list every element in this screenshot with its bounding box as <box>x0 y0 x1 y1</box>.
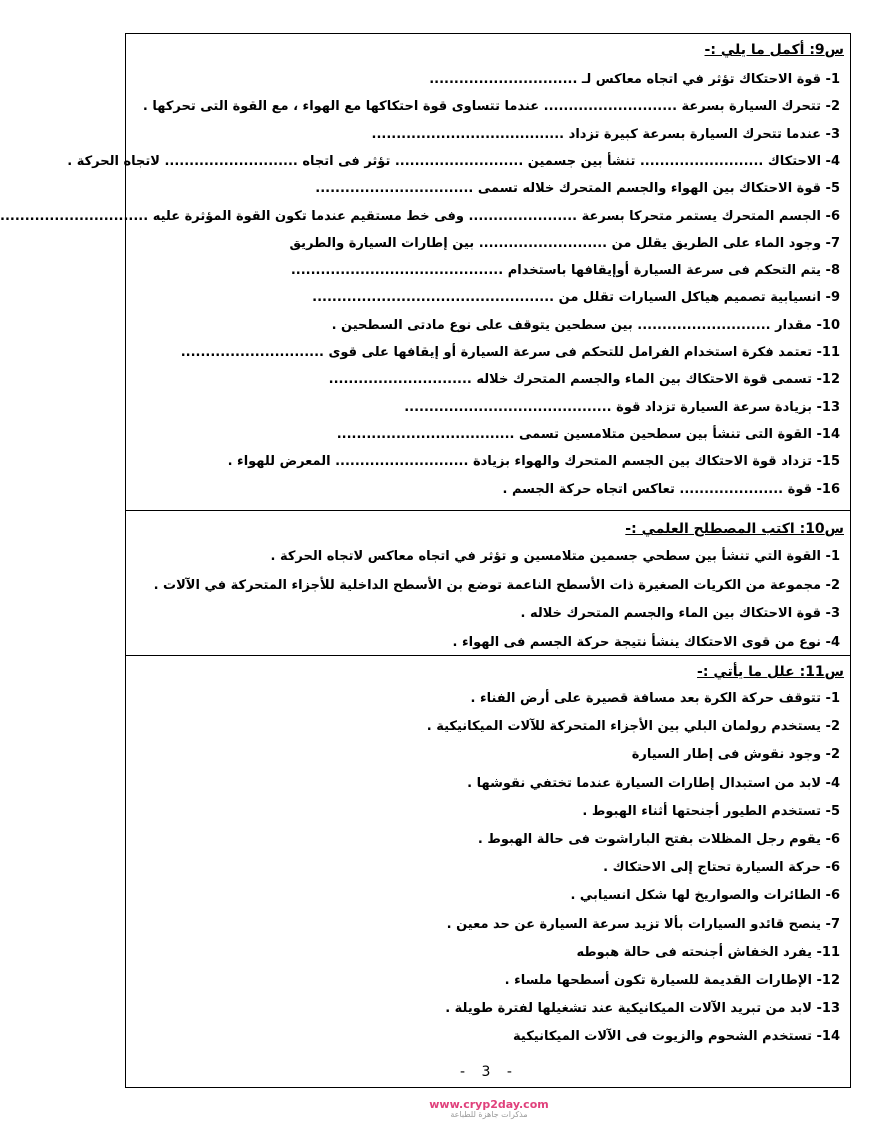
q11-title: س11: علل ما يأتي :- <box>697 664 844 680</box>
q9-item: 10- مقدار ........................... بين سطحين يتوقف على نوع مادتى السطحين . <box>331 317 840 333</box>
watermark-subtitle: مذكرات جاهزة للطباعة <box>450 1110 528 1119</box>
q10-item: 4- نوع من قوى الاحتكاك ينشأ نتيجة حركة الجسم فى الهواء . <box>452 634 840 650</box>
watermark-url: www.cryp2day.com <box>429 1098 549 1111</box>
q11-item: 11- يفرد الخفاش أجنحته فى حالة هبوطه <box>576 944 840 960</box>
divider-q9-q10 <box>126 510 850 511</box>
q11-item: 7- ينصح قائدو السيارات بألا تزيد سرعة السيارة عن حد معين . <box>446 916 840 932</box>
q11-item: 4- لابد من استبدال إطارات السيارة عندما تختفي نقوشها . <box>467 775 840 791</box>
q11-item: 6- يقوم رجل المظلات بفتح الباراشوت فى حالة الهبوط . <box>477 832 840 847</box>
q11-item: 2- يستخدم رولمان البلي بين الأجزاء المتحركة للآلات الميكانيكية . <box>426 719 840 735</box>
q10-item: 3- قوة الاحتكاك بين الماء والجسم المتحرك خلاله . <box>520 606 840 621</box>
q11-item: 5- تستخدم الطيور أجنحتها أثناء الهبوط . <box>582 803 840 819</box>
q9-item: 6- الجسم المتحرك يستمر متحركا بسرعة ...................... وفى خط مستقيم عندما تكون القوة المؤثرة عليه .............................. <box>0 208 840 224</box>
q11-item: 6- الطائرات والصواريخ لها شكل انسيابي . <box>570 888 840 904</box>
q9-item: 4- الاحتكاك ......................... تنشأ بين جسمين .......................... تؤثر فى اتجاه ........................... لاتجاه الحركة . <box>67 153 840 169</box>
q11-item: 2- وجود نقوش فى إطار السيارة <box>631 747 840 763</box>
q10-item: 2- مجموعة من الكريات الصغيرة ذات الأسطح الناعمة توضع بن الأسطح الداخلية للأجزاء المتحركة في الآلات . <box>153 577 840 593</box>
q9-item: 7- وجود الماء على الطريق يقلل من .......................... بين إطارات السيارة والطريق <box>289 235 840 251</box>
q9-item: 9- انسيابية تصميم هياكل السيارات تقلل من ................................................. <box>312 290 840 306</box>
q11-item: 12- الإطارات القديمة للسيارة تكون أسطحها ملساء . <box>504 973 840 988</box>
page-number: - 3 - <box>460 1064 518 1080</box>
q9-item: 12- تسمى قوة الاحتكاك بين الماء والجسم المتحرك خلاله ............................. <box>328 372 840 388</box>
q10-title: س10: اكتب المصطلح العلمي :- <box>625 521 844 537</box>
q9-item: 13- بزيادة سرعة السيارة تزداد قوة .......................................... <box>404 399 840 415</box>
q11-item: 1- تتوقف حركة الكرة بعد مسافة قصيرة على أرض الفناء . <box>470 691 840 706</box>
q11-item: 14- تستخدم الشحوم والزيوت فى الآلات الميكانيكية <box>513 1029 840 1045</box>
q9-item: 15- تزداد قوة الاحتكاك بين الجسم المتحرك والهواء بزيادة ........................... المعرض للهواء . <box>227 454 840 470</box>
q9-item: 11- تعتمد فكرة استخدام الفرامل للتحكم فى سرعة السيارة أو إيقافها على قوى ............................. <box>180 345 840 360</box>
q9-item: 3- عندما تتحرك السيارة بسرعة كبيرة تزداد ....................................... <box>371 126 840 142</box>
q9-item: 14- القوة التى تنشأ بين سطحين متلامسين تسمى .................................... <box>336 426 840 442</box>
q9-item: 5- قوة الاحتكاك بين الهواء والجسم المتحرك خلاله تسمى ................................ <box>315 181 840 197</box>
page-frame <box>0 33 851 1088</box>
q10-item: 1- القوة التي تنشأ بين سطحي جسمين متلامسين و تؤثر في اتجاه معاكس لاتجاه الحركة . <box>270 549 840 564</box>
q9-item: 16- قوة ..................... تعاكس اتجاه حركة الجسم . <box>502 481 840 497</box>
q9-item: 2- تتحرك السيارة بسرعة ........................... عندما تتساوى قوة احتكاكها مع الهواء ، مع القوة التى تحركها . <box>142 99 840 115</box>
q9-item: 8- يتم التحكم فى سرعة السيارة أوإيقافها باستخدام ........................................... <box>290 263 840 279</box>
q9-item: 1- قوة الاحتكاك تؤثر في اتجاه معاكس لـ .............................. <box>429 72 840 87</box>
q11-item: 13- لابد من تبريد الآلات الميكانيكية عند تشغيلها لفترة طويلة . <box>445 1001 840 1017</box>
q9-title: س9: أكمل ما يلي :- <box>704 42 844 58</box>
q11-item: 6- حركة السيارة تحتاج إلى الاحتكاك . <box>603 860 840 876</box>
divider-q10-q11 <box>126 655 850 656</box>
